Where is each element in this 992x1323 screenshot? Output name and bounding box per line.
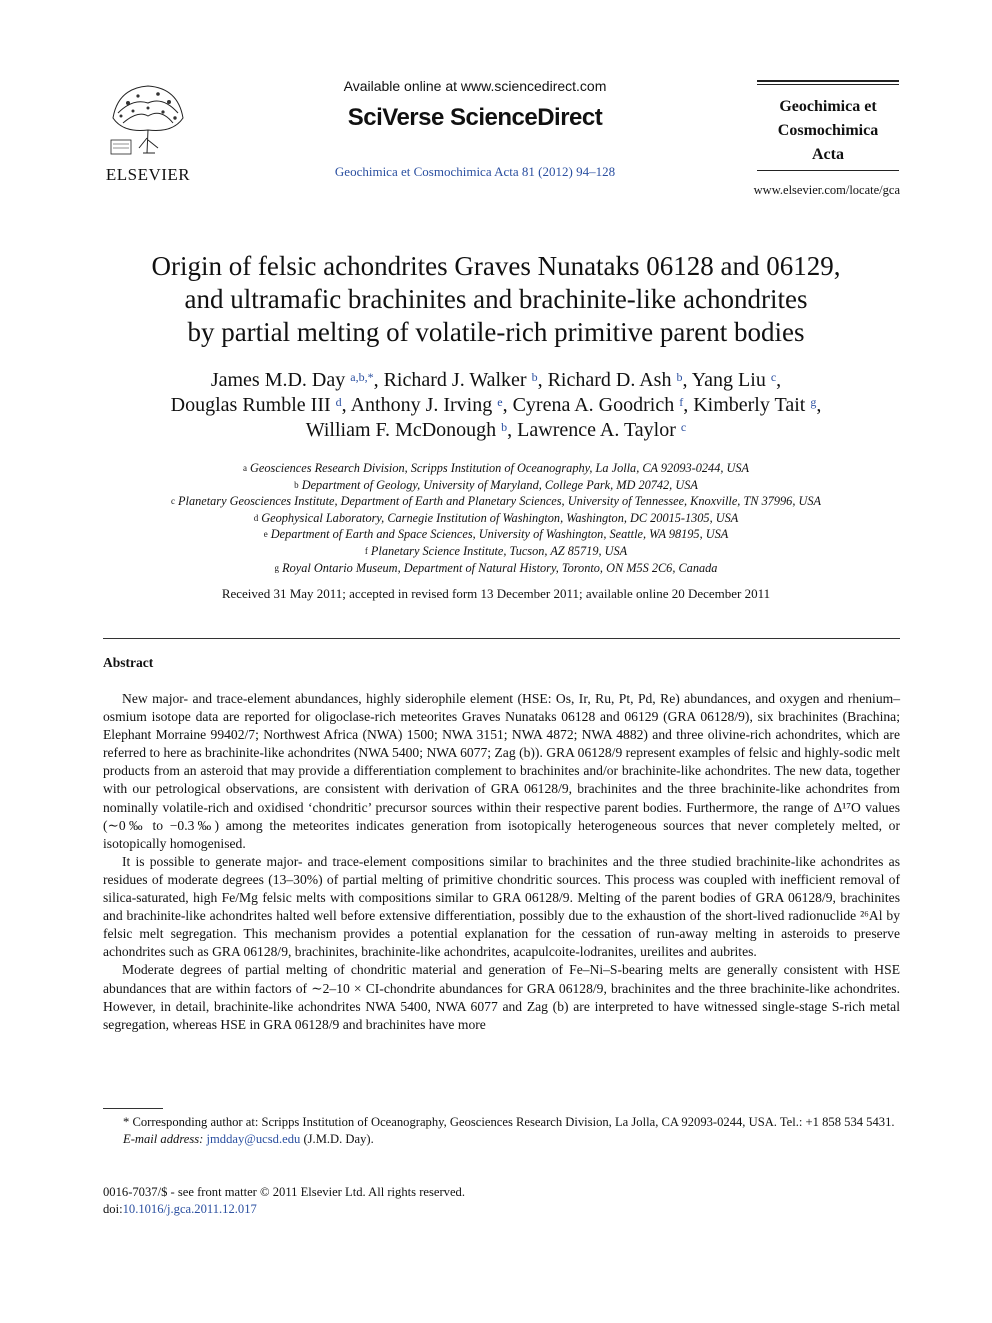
author-name: Douglas Rumble III [170,394,331,416]
title-line: Origin of felsic achondrites Graves Nunataks 06128 and 06129, [151,251,841,281]
email-note [103,1131,900,1148]
journal-name-line: Acta [812,146,844,163]
doi-line [103,1201,703,1218]
abstract-paragraph: It is possible to generate major- and trace-element compositions similar to brachinites and the three studied brachinite-like achondrites as residues of moderate degrees (13–30%) of partial melting of primitive chondritic sources. This process was coupled with inefficient removal of silica-saturated, high Fe/Mg felsic melts with compositions similar to GRA 06128/9. Melting of the parent bodies of GRA 06128/9, brachinites and brachinite-like achondrites halted well before extensive differentiation, possibly due to the exhaustion of the short-lived radionuclide ²⁶Al by felsic melt segregation. This mechanism provides a potential explanation for the cessation of run-away melting in asteroids to preserve achondrites such as GRA 06128/9, brachinites, brachinite-like achondrites, acapulcoite-lodranites, ureilites and aubrites. [103,853,900,960]
issn-line: 0016-7037/$ - see front matter © 2011 Elsevier Ltd. All rights reserved. [103,1185,465,1199]
author-separator: , [682,369,692,391]
affiliation-item [80,526,912,543]
affiliation-text: Royal Ontario Museum, Department of Natural History, Toronto, ON M5S 2C6, Canada [282,560,718,575]
email-link[interactable]: jmdday@ucsd.edu [206,1132,301,1146]
author-affiliation-ref[interactable]: g [810,395,817,409]
author-affiliation-ref[interactable]: c [770,370,777,384]
author-name: Anthony J. Irving [350,394,493,416]
footnotes [103,1114,900,1148]
journal-name-line: Cosmochimica [777,122,879,139]
author-affiliation-ref[interactable]: a,b,* [350,370,374,384]
copyright-block [103,1184,703,1218]
author-line [80,393,912,418]
journal-rule-bottom [757,170,899,171]
corresponding-author-note: * Corresponding author at: Scripps Institution of Oceanography, Geosciences Research Division, La Jolla, CA 92093-0244, USA. Tel.: +1 858 534 5431. [123,1115,895,1129]
author-name: Cyrena A. Goodrich [512,394,675,416]
sciencedirect-brand[interactable]: SciVerse ScienceDirect [347,104,603,131]
author-name: Kimberly Tait [693,394,806,416]
author-separator: , [537,369,548,391]
author-name: Richard J. Walker [383,369,527,391]
available-online-text: Available online at www.sciencedirect.com [343,78,607,94]
affiliation-key: d [253,512,259,523]
elsevier-wordmark: ELSEVIER [105,165,191,184]
author-name: Richard D. Ash [547,369,672,391]
abstract-heading: Abstract [103,655,154,670]
author-affiliation-ref[interactable]: d [335,395,342,409]
author-affiliation-ref[interactable]: b [531,370,538,384]
author-separator: , [373,369,384,391]
doi-label: doi: [103,1202,123,1216]
author-affiliation-ref[interactable]: b [676,370,683,384]
affiliation-text: Department of Geology, University of Maryland, College Park, MD 20742, USA [301,477,698,492]
author-name: Yang Liu [691,369,766,391]
article-title [80,250,912,349]
affiliation-key: a [242,463,247,473]
received-dates: Received 31 May 2011; accepted in revised form 13 December 2011; available online 20 December 2011 [221,586,771,601]
email-owner: (J.M.D. Day). [303,1132,374,1146]
author-separator: , [776,369,782,391]
journal-citation-link[interactable]: Geochimica et Cosmochimica Acta 81 (2012) 94–128 [334,164,616,179]
journal-rule-top [757,80,899,82]
author-separator: , [816,394,822,416]
email-label: E-mail address: [123,1132,204,1146]
author-affiliation-ref[interactable]: f [679,395,684,409]
affiliation-text: Geophysical Laboratory, Carnegie Institution of Washington, Washington, DC 20015-1305, USA [261,510,739,525]
affiliation-list [80,460,912,576]
author-separator: , [502,394,513,416]
author-affiliation-ref[interactable]: e [497,395,503,409]
affiliation-key: e [263,529,268,540]
journal-name-line: Geochimica et [779,98,877,115]
journal-name [757,95,899,167]
affiliation-item [80,543,912,560]
title-line: and ultramafic brachinites and brachinite-like achondrites [184,284,808,314]
abstract-paragraph: New major- and trace-element abundances, highly siderophile element (HSE: Os, Ir, Ru, Pt, Pd, Re) abundances, and oxygen and rhenium–osmium isotope data are reported for oligoclase-rich meteorites Graves Nunataks 06128 and 06129 (GRA 06128/9), six brachinites (Brachina; Elephant Morraine 99402/7; Northwest Africa (NWA) 1500; NWA 3151; NWA 4872; NWA 4882) and three olivine-rich achondrites, which are referred to here as brachinite-like achondrites (NWA 5400; NWA 6077; Zag (b)). GRA 06128/9 represent examples of felsic and highly-sodic melt products from an asteroid that may provide a differentiation complement to brachinites and/or brachinite-like achondrites. The new data, together with our petrological observations, are consistent with derivation of GRA 06128/9, brachinites and the three brachinite-like achondrites from nominally volatile-rich and oxidised ‘chondritic’ precursor sources within their respective parent bodies. Furthermore, the range of Δ¹⁷O values (∼0‰ to −0.3‰) among the meteorites indicates generation from isotopically heterogeneous sources that never completely melted, or isotopically homogenised. [103,691,900,851]
affiliation-item [80,560,912,577]
affiliation-item [80,510,912,527]
abstract-paragraph: Moderate degrees of partial melting of chondritic material and generation of Fe–Ni–S-bearing melts are generally consistent with HSE abundances that are within factors of ∼2–10 × CI-chondrite abundances for GRA 06128/9, brachinites and the three brachinite-like achondrites. However, in detail, brachinite-like achondrites NWA 5400, NWA 6077 and Zag (b) are interpreted to have witnessed single-stage S-rich metal segregation, whereas HSE in GRA 06128/9 and brachinites have more [103,962,900,1032]
affiliation-item [80,493,912,510]
journal-url[interactable]: www.elsevier.com/locate/gca [753,183,900,197]
affiliation-text: Planetary Geosciences Institute, Department of Earth and Planetary Sciences, University of Tennessee, Knoxville, TN 37996, USA [178,494,822,509]
author-affiliation-ref[interactable]: b [501,420,508,434]
author-affiliation-ref[interactable]: c [680,420,687,434]
doi-link[interactable]: 10.1016/j.gca.2011.12.017 [122,1202,257,1216]
affiliation-text: Department of Earth and Space Sciences, University of Washington, Seattle, WA 98195, USA [270,527,729,542]
elsevier-logo [98,78,198,183]
author-separator: , [341,394,351,416]
author-separator: , [507,419,518,441]
affiliation-key: b [294,479,299,490]
affiliation-key: f [364,545,368,556]
affiliation-key: c [170,496,175,507]
abstract-body [103,690,900,1034]
title-line: by partial melting of volatile-rich primitive parent bodies [187,317,805,347]
header-divider [103,638,900,639]
affiliation-key: g [274,562,280,573]
author-separator: , [683,394,694,416]
journal-rule-top-thin [757,84,899,85]
author-name: Lawrence A. Taylor [517,419,676,441]
author-name: William F. McDonough [305,419,497,441]
author-line [80,418,912,443]
elsevier-tree-icon [103,78,193,158]
author-name: James M.D. Day [210,369,346,391]
footnote-rule [103,1108,163,1109]
affiliation-text: Planetary Science Institute, Tucson, AZ 85719, USA [370,543,628,558]
author-line [80,368,912,393]
affiliation-item [80,477,912,494]
affiliation-item [80,460,912,477]
affiliation-text: Geosciences Research Division, Scripps Institution of Oceanography, La Jolla, CA 92093-0244, USA [250,461,750,475]
author-list [80,368,912,443]
